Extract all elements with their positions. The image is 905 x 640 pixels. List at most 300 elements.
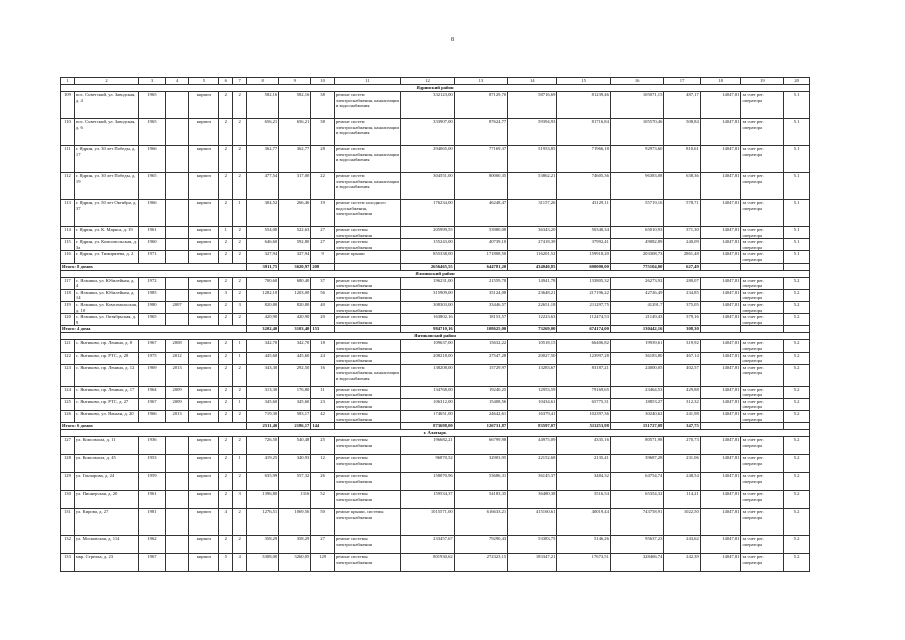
building-cell: 23464,53	[610, 386, 664, 398]
district-section-row	[61, 333, 810, 340]
building-cell: ремонт системы электроснабжения	[334, 536, 400, 554]
building-cell: 379,16	[664, 314, 700, 326]
total-cell: 347,75	[664, 423, 700, 430]
building-cell: ул. Кирова, д. 27	[74, 509, 138, 536]
building-cell: ремонт системы электроснабжения	[334, 437, 400, 455]
building-cell: 120	[61, 314, 75, 326]
building-cell: за счет рег. оператора	[741, 398, 784, 410]
building-cell: с. Яльчики, ул. Юбилейная, д. 14	[74, 289, 138, 301]
building-cell: 241,98	[664, 411, 700, 423]
building-cell: 14047,81	[700, 119, 741, 146]
building-cell: 1969	[139, 364, 166, 386]
building-cell: 14047,81	[700, 314, 741, 326]
building-cell: 855338,00	[401, 251, 455, 263]
building-cell	[165, 173, 189, 200]
building-cell: 1	[233, 398, 247, 410]
building-cell: 16379,41	[508, 411, 557, 423]
building-cell: 1961	[139, 227, 166, 239]
building-cell: 38	[311, 119, 335, 146]
building-cell: за счет рег. оператора	[741, 491, 784, 509]
column-number-cell: 4	[165, 78, 189, 85]
building-cell: за счет рег. оператора	[741, 301, 784, 313]
building-cell: за счет рег. оператора	[741, 455, 784, 473]
building-cell: 65775,31	[557, 398, 611, 410]
building-cell: кирпич	[189, 340, 219, 352]
building-cell: за счет рег. оператора	[741, 364, 784, 386]
building-row	[61, 227, 810, 239]
building-cell: кирпич	[189, 301, 219, 313]
building-cell: 33446,57	[454, 301, 508, 313]
building-cell: 1966	[139, 200, 166, 227]
building-cell: 487,17	[664, 92, 700, 119]
building-cell	[165, 277, 189, 289]
building-cell: 1396,80	[247, 491, 279, 509]
building-cell: 5.2	[784, 352, 810, 364]
building-cell: 171808,50	[454, 251, 508, 263]
building-cell: 3516,54	[557, 491, 611, 509]
building-cell: за счет рег. оператора	[741, 509, 784, 536]
building-cell: 110	[61, 119, 75, 146]
building-cell: 3484,32	[557, 473, 611, 491]
building-cell: 21559,78	[454, 277, 508, 289]
building-cell: за счет рег. оператора	[741, 200, 784, 227]
building-cell: кирпич	[189, 314, 219, 326]
building-cell: 4	[219, 509, 233, 536]
building-cell: 375,05	[664, 301, 700, 313]
building-cell: 24000,05	[610, 364, 664, 386]
building-cell: 328466,74	[610, 554, 664, 572]
building-cell: 304551,00	[401, 173, 455, 200]
building-cell: 87129,70	[454, 92, 508, 119]
building-row	[61, 455, 810, 473]
building-cell	[165, 146, 189, 173]
building-cell: ремонт систем холодного водоснабжения, электроснабжения	[334, 200, 400, 227]
building-cell: 1965	[139, 119, 166, 146]
building-cell: 37992,41	[557, 239, 611, 251]
building-cell: 125	[61, 398, 75, 410]
building-cell: 1964	[139, 386, 166, 398]
building-cell: кирпич	[189, 554, 219, 572]
building-cell: 358,29	[279, 536, 311, 554]
building-cell: 65010,93	[610, 227, 664, 239]
building-cell: 132	[61, 536, 75, 554]
building-cell: кирпич	[189, 536, 219, 554]
building-cell: 1971	[139, 251, 166, 263]
building-cell: за счет рег. оператора	[741, 227, 784, 239]
building-cell: 66799,98	[454, 437, 508, 455]
building-cell: с. Янтиково, ул. Ялькан, д. 20	[74, 411, 138, 423]
building-cell: 123	[61, 364, 75, 386]
building-cell: 130	[61, 491, 75, 509]
building-cell: 415160,61	[508, 509, 557, 536]
building-cell: 342,70	[247, 340, 279, 352]
building-cell: 112	[61, 173, 75, 200]
building-cell: 12	[311, 455, 335, 473]
district-name: Ядринский район	[61, 85, 810, 92]
building-cell: 56	[311, 289, 335, 301]
building-cell: 14047,81	[700, 536, 741, 554]
building-cell: 5.1	[784, 92, 810, 119]
column-number-cell: 9	[279, 78, 311, 85]
building-cell: 176,80	[279, 386, 311, 398]
total-cell: 3620,97	[279, 263, 311, 270]
building-cell: ул. Пионерская, д. 20	[74, 491, 138, 509]
building-cell: 36343,20	[508, 227, 557, 239]
building-cell: 52	[311, 491, 335, 509]
building-cell: 680,40	[279, 277, 311, 289]
building-cell: 66406,82	[557, 340, 611, 352]
building-cell: 272323,15	[454, 554, 508, 572]
building-cell: 163802,16	[401, 314, 455, 326]
building-cell: 582,16	[279, 92, 311, 119]
total-empty-cell	[741, 423, 784, 430]
building-cell: мкр. Стрелка, д. 23	[74, 554, 138, 572]
building-cell	[165, 251, 189, 263]
building-cell: 1203,00	[279, 289, 311, 301]
building-cell: 133805,32	[557, 277, 611, 289]
building-cell: за счет рег. оператора	[741, 314, 784, 326]
building-cell: 123997,28	[557, 352, 611, 364]
building-cell: ремонт системы электроснабжения	[334, 301, 400, 313]
building-cell: 40	[311, 301, 335, 313]
building-cell: 55719,16	[610, 200, 664, 227]
building-cell: 719,30	[247, 411, 279, 423]
building-cell: ул. Комсомола, д. 45	[74, 455, 138, 473]
building-cell: 2	[233, 173, 247, 200]
building-cell: кирпич	[189, 509, 219, 536]
building-cell: 13283,67	[508, 364, 557, 386]
building-cell: 2013	[165, 411, 189, 423]
total-empty-cell	[700, 326, 741, 333]
building-cell: 1276,51	[247, 509, 279, 536]
building-cell: 80571,98	[610, 437, 664, 455]
building-cell: 18853,27	[610, 398, 664, 410]
building-cell: 420,90	[247, 314, 279, 326]
building-cell: 1316	[279, 491, 311, 509]
building-cell: за счет рег. оператора	[741, 340, 784, 352]
building-cell	[165, 473, 189, 491]
building-cell: 32903,95	[454, 455, 508, 473]
building-cell: 312,32	[664, 398, 700, 410]
building-row	[61, 473, 810, 491]
building-cell: 92973,60	[610, 146, 664, 173]
building-cell: 540,48	[279, 437, 311, 455]
total-cell: 775104,00	[610, 263, 664, 270]
building-row	[61, 239, 810, 251]
building-cell: 234,85	[664, 289, 700, 301]
building-cell: за счет рег. оператора	[741, 119, 784, 146]
column-number-cell: 2	[74, 78, 138, 85]
building-cell: 112474,53	[557, 314, 611, 326]
building-cell: 14047,81	[700, 411, 741, 423]
building-cell: 5.2	[784, 554, 810, 572]
building-cell: 5.2	[784, 301, 810, 313]
building-cell: 240,09	[664, 239, 700, 251]
total-cell: 208	[311, 263, 335, 270]
building-cell: 1	[233, 340, 247, 352]
building-cell: 24	[311, 352, 335, 364]
total-cell: 984710,16	[401, 326, 455, 333]
building-cell: 14047,81	[700, 173, 741, 200]
building-cell: 27547,28	[454, 352, 508, 364]
building-cell: 53383,75	[508, 536, 557, 554]
building-cell: 102397,36	[557, 411, 611, 423]
building-cell: 53686,31	[454, 473, 508, 491]
building-cell: 2009	[165, 386, 189, 398]
building-cell: 11	[311, 386, 335, 398]
building-cell: 96383,08	[610, 173, 664, 200]
building-cell: 820,80	[247, 301, 279, 313]
building-cell: 1	[219, 227, 233, 239]
building-cell: 345,60	[279, 398, 311, 410]
building-cell: 115	[61, 239, 75, 251]
building-cell: за счет рег. оператора	[741, 289, 784, 301]
building-cell: 22	[311, 173, 335, 200]
building-cell: ремонт системы электроснабжения	[334, 314, 400, 326]
total-cell: 73269,00	[508, 326, 557, 333]
building-cell: 5.1	[784, 146, 810, 173]
building-cell: 87624,77	[454, 119, 508, 146]
total-cell: 600000,00	[557, 263, 611, 270]
building-cell: 1959	[139, 473, 166, 491]
building-cell: 5.2	[784, 289, 810, 301]
total-cell	[334, 423, 400, 430]
building-cell: 50	[311, 509, 335, 536]
building-cell: 36480,38	[508, 491, 557, 509]
building-cell: 15408,56	[454, 398, 508, 410]
total-cell: 151727,08	[610, 423, 664, 430]
building-cell: 2	[219, 173, 233, 200]
building-cell: 2	[233, 92, 247, 119]
building-cell: 2009	[165, 398, 189, 410]
building-cell: 18153,57	[454, 314, 508, 326]
building-cell: 1960	[139, 239, 166, 251]
building-cell: 292,50	[279, 364, 311, 386]
building-cell: 242,39	[664, 554, 700, 572]
building-row	[61, 340, 810, 352]
column-number-cell: 7	[233, 78, 247, 85]
building-cell	[165, 536, 189, 554]
building-cell: 15632,22	[454, 340, 508, 352]
building-cell: 315909,00	[401, 289, 455, 301]
building-cell: 2012	[165, 352, 189, 364]
building-cell: 14047,81	[700, 398, 741, 410]
building-cell: 582,16	[247, 92, 279, 119]
building-cell: 2	[219, 314, 233, 326]
building-cell: 656,21	[279, 119, 311, 146]
building-cell: 26273,92	[610, 277, 664, 289]
building-cell	[165, 455, 189, 473]
building-cell: 270,73	[664, 437, 700, 455]
building-cell: 1967	[139, 340, 166, 352]
building-cell: 28	[311, 146, 335, 173]
building-cell: 2	[219, 398, 233, 410]
building-cell: 14047,81	[700, 473, 741, 491]
building-cell: 554,00	[247, 227, 279, 239]
building-cell: 2	[233, 277, 247, 289]
total-empty-cell	[784, 263, 810, 270]
building-cell: 14047,81	[700, 491, 741, 509]
building-cell: 35124,08	[454, 289, 508, 301]
building-cell: 308303,00	[401, 301, 455, 313]
building-cell	[165, 314, 189, 326]
district-section-row	[61, 85, 810, 92]
building-cell: 333907,00	[401, 119, 455, 146]
building-cell: 183347,21	[508, 554, 557, 572]
building-cell: 22152,68	[508, 455, 557, 473]
building-cell	[165, 289, 189, 301]
building-cell: кирпич	[189, 251, 219, 263]
building-cell	[165, 491, 189, 509]
building-cell: за счет рег. оператора	[741, 437, 784, 455]
building-cell: 46248,47	[454, 200, 508, 227]
building-cell: 42726,49	[610, 289, 664, 301]
building-cell: 700,60	[247, 277, 279, 289]
building-cell: 27	[311, 536, 335, 554]
building-cell: с. Янтиково, пр. РТС, д. 28	[74, 352, 138, 364]
total-cell: 3911,75	[247, 263, 279, 270]
building-cell: кирпич	[189, 411, 219, 423]
building-cell: 616633,21	[454, 509, 508, 536]
building-cell: за счет рег. оператора	[741, 554, 784, 572]
building-cell: 362,77	[279, 146, 311, 173]
building-cell: 646,60	[247, 239, 279, 251]
building-cell: 158070,96	[401, 473, 455, 491]
building-cell: 96870,52	[401, 455, 455, 473]
building-cell	[165, 437, 189, 455]
building-cell: 2	[219, 437, 233, 455]
building-cell: 203308,73	[610, 251, 664, 263]
building-cell: 31157,26	[508, 200, 557, 227]
total-empty-cell	[741, 326, 784, 333]
building-cell: 2013	[165, 364, 189, 386]
building-cell: 5.2	[784, 437, 810, 455]
building-cell: с. Яльчики, ул. Юбилейная, д. 4	[74, 277, 138, 289]
building-cell: г. Ядрин, ул. К. Маркса, д. 19	[74, 227, 138, 239]
building-cell: 429,88	[664, 386, 700, 398]
building-cell: за счет рег. оператора	[741, 239, 784, 251]
total-cell: 308,30	[664, 326, 700, 333]
building-cell: 18	[311, 340, 335, 352]
total-cell	[334, 263, 400, 270]
building-row	[61, 146, 810, 173]
building-cell: 445,60	[247, 352, 279, 364]
building-cell: 80000,35	[454, 173, 508, 200]
building-cell: 1965	[139, 314, 166, 326]
building-cell: 1961	[139, 491, 166, 509]
total-empty-cell	[784, 423, 810, 430]
column-number-cell: 14	[508, 78, 557, 85]
building-cell: 131	[61, 509, 75, 536]
building-cell: 119	[61, 301, 75, 313]
building-cell: 477,54	[247, 173, 279, 200]
building-cell: 14047,81	[700, 437, 741, 455]
building-cell: кирпич	[189, 386, 219, 398]
building-cell: 1015571,00	[401, 509, 455, 536]
building-cell: 105071,15	[610, 92, 664, 119]
total-cell: 873698,00	[401, 423, 455, 430]
building-cell: 5	[219, 554, 233, 572]
building-cell: 134768,00	[401, 386, 455, 398]
building-cell: 129	[61, 473, 75, 491]
building-cell: 2861,48	[664, 251, 700, 263]
building-cell: 127	[61, 437, 75, 455]
building-cell: 53980,08	[454, 227, 508, 239]
building-cell	[165, 92, 189, 119]
building-cell: 340,93	[279, 455, 311, 473]
building-cell: 44975,09	[508, 437, 557, 455]
building-cell: 14047,81	[700, 340, 741, 352]
page-number: 8	[451, 37, 454, 43]
building-cell: 1	[233, 200, 247, 227]
building-cell: 2	[219, 352, 233, 364]
building-cell: кирпич	[189, 119, 219, 146]
building-cell: 243,62	[664, 536, 700, 554]
building-cell: 116201,52	[508, 251, 557, 263]
building-cell: кирпич	[189, 491, 219, 509]
column-number-cell: 17	[664, 78, 700, 85]
building-row	[61, 386, 810, 398]
total-cell: 3202,40	[247, 326, 279, 333]
building-cell: 5.2	[784, 411, 810, 423]
building-cell: 30240,62	[610, 411, 664, 423]
building-cell: кирпич	[189, 455, 219, 473]
building-row	[61, 301, 810, 313]
building-cell: за счет рег. оператора	[741, 473, 784, 491]
building-cell: 2007	[165, 301, 189, 313]
building-cell	[165, 119, 189, 146]
building-cell: 59394,93	[508, 119, 557, 146]
building-cell: 3	[219, 289, 233, 301]
building-cell: за счет рег. оператора	[741, 352, 784, 364]
building-cell: 106312,00	[401, 398, 455, 410]
building-cell: 1953	[139, 455, 166, 473]
district-total-row	[61, 263, 810, 270]
building-cell	[165, 509, 189, 536]
building-cell: 332123,00	[401, 92, 455, 119]
building-cell: кирпич	[189, 289, 219, 301]
building-cell: 27	[311, 227, 335, 239]
building-cell: 248,54	[664, 473, 700, 491]
building-cell: кирпич	[189, 239, 219, 251]
building-cell: 420,90	[279, 314, 311, 326]
column-number-cell: 10	[311, 78, 335, 85]
building-cell: 37	[311, 277, 335, 289]
building-cell: 1	[233, 455, 247, 473]
building-cell: 2135,41	[557, 455, 611, 473]
building-cell: 266,46	[279, 200, 311, 227]
building-cell: 2	[219, 491, 233, 509]
building-cell: 129	[311, 554, 335, 572]
building-cell: 3308,00	[247, 554, 279, 572]
building-cell: г. Ядрин, ул. Комсомольская, д. 3а	[75, 239, 138, 250]
building-cell: 1	[233, 352, 247, 364]
building-cell: ремонт системы электроснабжения	[334, 554, 400, 572]
building-row	[61, 314, 810, 326]
building-cell: 21149,43	[610, 314, 664, 326]
total-cell: 2511,40	[247, 423, 279, 430]
building-cell: 1981	[139, 509, 166, 536]
building-cell: 743758,91	[610, 509, 664, 536]
building-cell: 5146,26	[557, 536, 611, 554]
district-section-row	[61, 270, 810, 277]
building-cell: 1975	[139, 352, 166, 364]
building-cell: 2	[233, 251, 247, 263]
building-cell: 40019,44	[557, 509, 611, 536]
building-cell: 113	[61, 200, 75, 227]
building-cell: за счет рег. оператора	[741, 411, 784, 423]
building-cell: 50340,34	[557, 227, 611, 239]
